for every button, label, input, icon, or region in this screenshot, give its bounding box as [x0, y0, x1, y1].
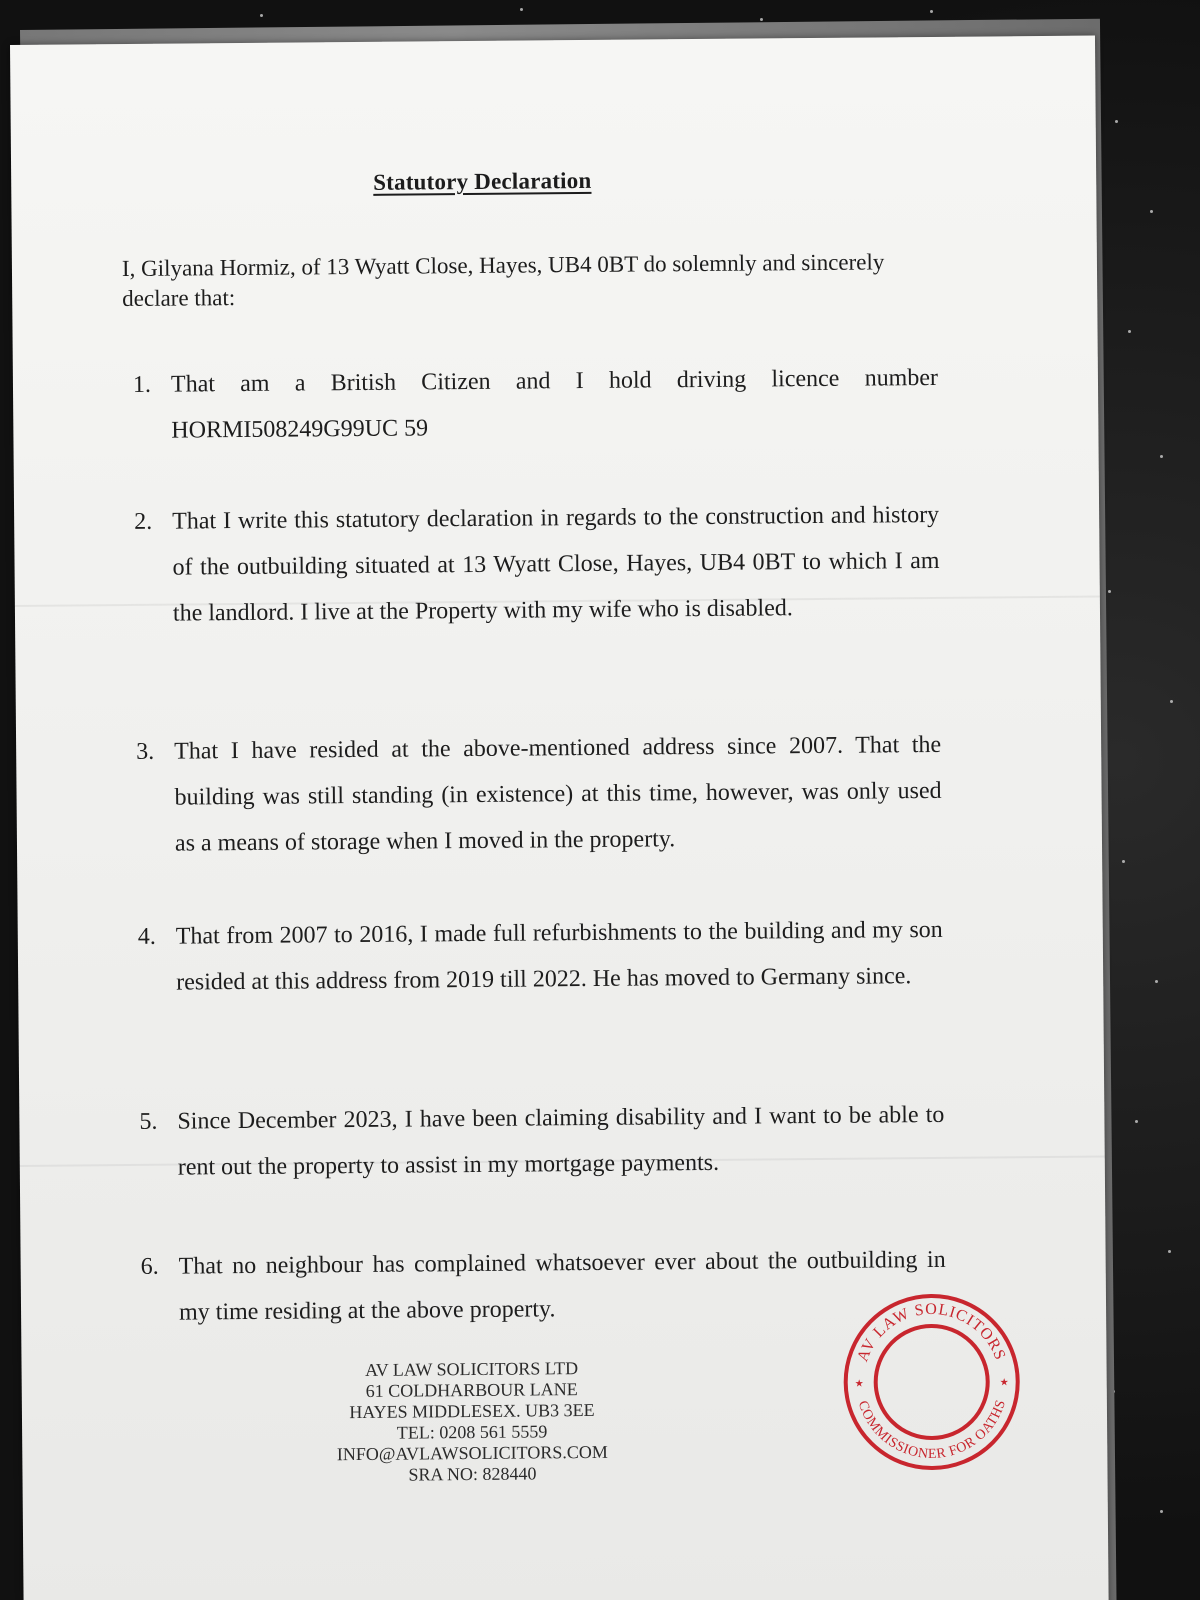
- item-number: 2.: [134, 508, 153, 535]
- commissioner-for-oaths-seal: [841, 1291, 1023, 1473]
- firm-town: HAYES MIDDLESEX. UB3 3EE: [349, 1399, 595, 1423]
- surface-speck: [1160, 1510, 1163, 1513]
- seal-outer-ring: [845, 1295, 1018, 1468]
- surface-speck: [1155, 980, 1158, 983]
- seal-top-text: AV LAW SOLICITORS: [854, 1300, 1009, 1364]
- surface-speck: [1108, 590, 1111, 593]
- item-text: Since December 2023, I have been claiming disability and I want to be able to rent out the property to assist in my mortgage payments.: [177, 1101, 945, 1181]
- item-text: That no neighbour has complained whatsoever ever about the outbuilding in my time residing at the above property.: [178, 1246, 946, 1326]
- item-number: 5.: [139, 1108, 158, 1135]
- firm-sra-number: SRA NO: 828440: [408, 1463, 537, 1485]
- surface-speck: [1160, 455, 1163, 458]
- item-number: 1.: [132, 371, 152, 398]
- item-text: That I have resided at the above-mentioned address since 2007. That the building was still standing (in existence) at this time, however, was only used as a means of storage when I moved in the property.: [174, 731, 942, 857]
- declaration-item-6: [140, 1237, 946, 1336]
- document-page: [10, 36, 1109, 1600]
- surface-speck: [1170, 700, 1173, 703]
- surface-speck: [760, 18, 763, 21]
- seal-inner-ring: [875, 1326, 988, 1439]
- item-text: That I write this statutory declaration in regards to the construction and history of the outbuilding situated at 13 Wyatt Close, Hayes, UB4 0BT to which I am the landlord. I live at the Property with my wife who is disabled.: [172, 501, 940, 627]
- firm-name: AV LAW SOLICITORS LTD: [364, 1358, 579, 1380]
- document-title: Statutory Declaration: [373, 167, 592, 195]
- surface-speck: [1128, 330, 1131, 333]
- surface-speck: [1150, 210, 1153, 213]
- declaration-item-5: [139, 1092, 945, 1191]
- item-text: That from 2007 to 2016, I made full refurbishments to the building and my son resided at this address from 2019 till 2022. He has moved to Germany since.: [175, 916, 943, 996]
- firm-email: INFO@AVLAWSOLICITORS.COM: [336, 1441, 608, 1465]
- seal-bottom-text: COMMISSIONER FOR OATHS: [854, 1397, 1010, 1463]
- firm-street: 61 COLDHARBOUR LANE: [365, 1379, 578, 1401]
- declaration-item-4: [138, 907, 944, 1006]
- surface-speck: [1122, 860, 1125, 863]
- seal-star-icon: ★: [854, 1378, 864, 1390]
- surface-speck: [1135, 1120, 1138, 1123]
- surface-speck: [260, 14, 263, 17]
- firm-address-stamp: [311, 1358, 632, 1487]
- surface-speck: [1168, 1250, 1171, 1253]
- declaration-item-2: [134, 492, 940, 637]
- item-number: 4.: [137, 923, 156, 950]
- item-number: 3.: [136, 738, 155, 765]
- surface-speck: [930, 10, 933, 13]
- surface-speck: [1115, 120, 1118, 123]
- surface-speck: [520, 8, 523, 11]
- seal-star-icon: ★: [999, 1377, 1009, 1389]
- declaration-intro: I, Gilyana Hormiz, of 13 Wyatt Close, Hayes, UB4 0BT do solemnly and sincerely declare that:: [121, 249, 885, 312]
- item-number: 6.: [140, 1253, 159, 1280]
- declaration-item-1: [133, 355, 939, 454]
- item-text: That am a British Citizen and I hold driving licence number HORMI508249G99UC 59: [170, 364, 939, 444]
- declaration-item-3: [136, 722, 942, 867]
- firm-phone: TEL: 0208 561 5559: [396, 1421, 548, 1443]
